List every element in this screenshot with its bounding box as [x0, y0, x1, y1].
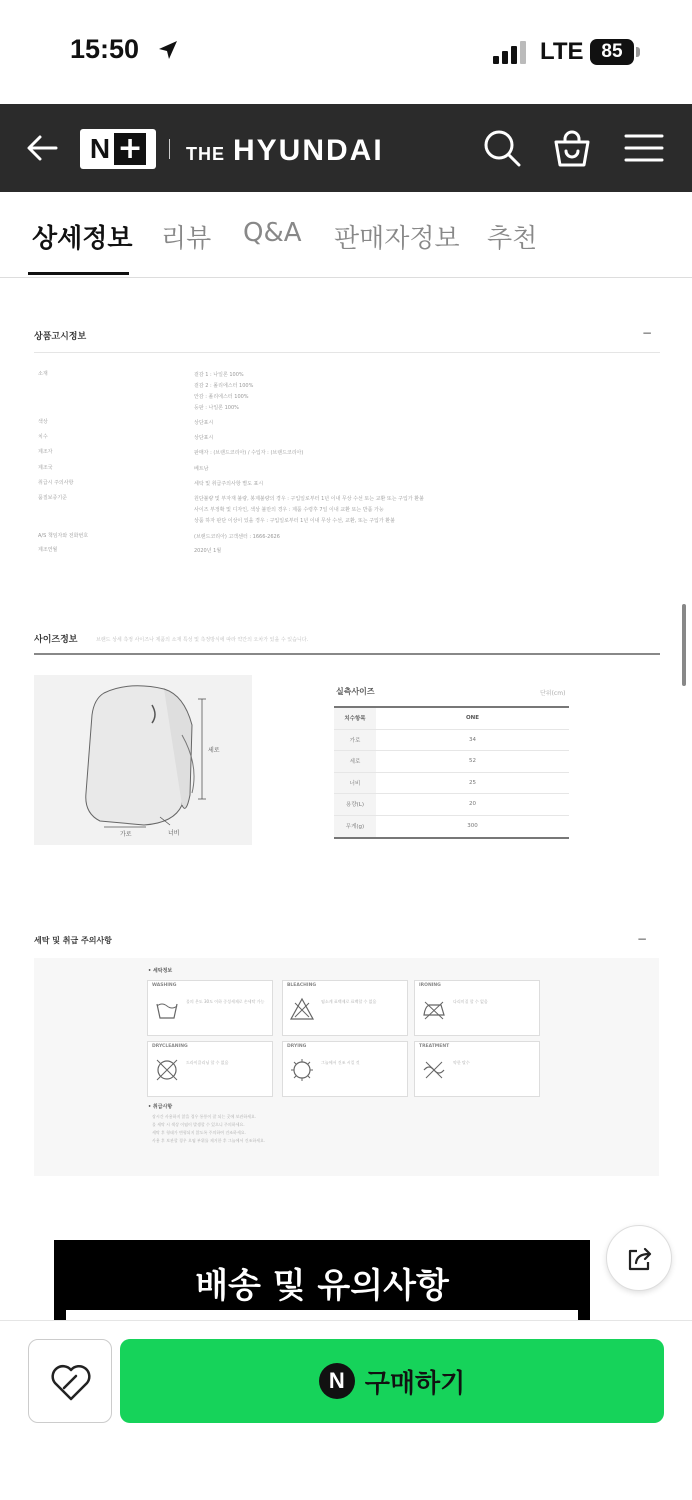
spec-label: 품질보증기준 [38, 495, 67, 501]
tab-detail-info[interactable]: 상세정보 [32, 224, 133, 254]
spec-value: 상품 하자 판단 이상이 있을 경우 : 구입일로부터 1년 이내 무상 수선, 교환, 또는 구입가 환불 [194, 518, 395, 524]
size-table-key: 무게(g) [334, 816, 376, 838]
care-treatment-cell [414, 1041, 540, 1097]
size-table-header-cell: ONE [465, 715, 480, 722]
care-washing-cell [147, 980, 273, 1036]
spec-label: 치수 [38, 434, 48, 440]
spec-label: 제조연월 [38, 547, 58, 553]
size-table-value: 20 [469, 801, 476, 808]
spec-label: 색상 [38, 419, 48, 425]
spec-value: 겉감 1 : 나일론 100% [194, 372, 244, 378]
care-notes-label: • 취급사항 [148, 1104, 173, 1110]
care-note: 세탁 후 형태가 변형되지 않도록 주의하여 건조하세요. [152, 1130, 246, 1135]
ironing-icon [421, 996, 447, 1022]
brand-name: HYUNDAI [233, 134, 384, 167]
spec-value: 세탁 및 취급주의사항 별도 표시 [194, 481, 264, 487]
nplus-logo[interactable] [80, 129, 156, 169]
detail-tabs [0, 192, 692, 278]
size-info-divider [34, 653, 660, 655]
spec-value: 상단표시 [194, 435, 214, 441]
care-note: 물 세탁 시 색상 이염이 발생할 수 있으니 주의하세요. [152, 1122, 245, 1127]
notice-divider [34, 352, 660, 353]
care-instructions [34, 958, 659, 1176]
naver-pay-icon: N [319, 1363, 355, 1399]
battery-tip [636, 47, 640, 57]
size-table-key: 가로 [334, 730, 376, 751]
care-cell-desc: 약한 탈수 [453, 1060, 470, 1065]
brand-logo[interactable] [186, 134, 384, 168]
app-header [0, 104, 692, 192]
backpack-size-diagram [34, 675, 252, 845]
care-note: 사용 후 보관할 경우 오염 부위를 제거한 후 그늘에서 건조하세요. [152, 1138, 266, 1143]
tab-recommend[interactable]: 추천 [487, 224, 538, 254]
size-table-key: 용량(L) [334, 794, 376, 815]
size-table-key: 너비 [334, 773, 376, 794]
size-info-title: 사이즈정보 [34, 635, 78, 645]
menu-icon[interactable] [624, 128, 664, 168]
spec-value: 등판 : 나일론 100% [194, 405, 239, 411]
care-section-label: • 세탁정보 [148, 968, 173, 974]
spec-label: 제조국 [38, 465, 53, 471]
brand-the: THE [186, 144, 225, 164]
care-cell-label: DRYCLEANING [152, 1044, 188, 1049]
drycleaning-icon [154, 1057, 180, 1083]
share-icon [625, 1244, 655, 1274]
spec-value: 베트남 [194, 466, 209, 472]
purchase-bar [0, 1320, 692, 1500]
shipping-banner-title: 배송 및 유의사항 [195, 1266, 449, 1306]
care-cell-desc: 그늘에서 건조 시킬 것 [321, 1060, 360, 1065]
back-arrow-icon[interactable] [24, 130, 60, 166]
size-table-key: 세로 [334, 751, 376, 772]
care-collapse-button[interactable]: − [637, 932, 648, 946]
spec-value: 상단표시 [194, 420, 214, 426]
wishlist-button[interactable] [28, 1339, 112, 1423]
care-cell-label: WASHING [152, 983, 177, 988]
size-table-header-cell: 치수항목 [334, 708, 376, 729]
heart-icon [49, 1361, 93, 1403]
care-cell-desc: 물의 온도 30도 이하 중성세제로 손세탁 가능 [186, 999, 265, 1004]
spec-value: 안감 : 폴리에스터 100% [194, 394, 249, 400]
notice-title: 상품고시정보 [34, 332, 87, 342]
spec-label: 제조자 [38, 449, 53, 455]
care-cell-label: IRONING [419, 983, 441, 988]
size-table-row [334, 730, 569, 752]
washing-icon [154, 996, 180, 1022]
battery-indicator: 85 [590, 39, 634, 65]
care-cell-label: DRYING [287, 1044, 307, 1049]
diagram-depth-label: 너비 [168, 830, 180, 837]
size-table [334, 706, 569, 839]
tab-qna[interactable]: Q&A [243, 218, 302, 248]
shipping-notice-banner [54, 1240, 590, 1320]
share-button[interactable] [606, 1225, 672, 1291]
search-icon[interactable] [482, 128, 522, 168]
notice-collapse-button[interactable]: − [642, 326, 653, 340]
diagram-width-label: 가로 [120, 831, 132, 838]
size-table-row [334, 816, 569, 838]
size-table-header [334, 708, 569, 730]
care-note: 장시간 사용하지 않을 경우 통풍이 잘 되는 곳에 보관하세요. [152, 1114, 257, 1119]
tab-seller-info[interactable]: 판매자정보 [334, 224, 460, 254]
size-table-row [334, 751, 569, 773]
size-table-value: 25 [469, 779, 476, 786]
nplus-logo-n: N [89, 133, 111, 164]
backpack-illustration [34, 675, 252, 845]
size-table-value: 52 [469, 758, 476, 765]
size-table-row [334, 794, 569, 816]
spec-value: (브랜드코리아) 고객센터 : 1666-2626 [194, 534, 280, 540]
buy-button[interactable] [120, 1339, 664, 1423]
spec-value: 사이즈 부정확 및 디자인, 색상 불만의 경우 : 제품 수령후 7일 이내 교환 또는 반품 가능 [194, 507, 384, 513]
spec-value: 2020년 1월 [194, 548, 222, 554]
spec-value: 판매자 : (브랜드코리아) / 수입자 : (브랜드코리아) [194, 450, 304, 456]
network-type: LTE [540, 38, 584, 65]
spec-value: 원단불량 및 부자재 불량, 봉제불량의 경우 : 구입일로부터 1년 이내 무상 수선 또는 교환 또는 구입가 환불 [194, 496, 424, 502]
drying-icon [289, 1057, 315, 1083]
care-drying-cell [282, 1041, 408, 1097]
care-title: 세탁 및 취급 주의사항 [34, 936, 112, 945]
spec-label: 취급시 주의사항 [38, 480, 74, 486]
active-tab-indicator [28, 272, 129, 275]
size-info-note: 브랜드 상세 측정 사이즈나 제품의 소재 특성 및 측정방식에 따라 약간의 오차가 있을 수 있습니다. [96, 637, 309, 643]
location-arrow-icon [156, 38, 180, 62]
logo-divider [169, 139, 170, 159]
page-scrollbar[interactable] [682, 604, 686, 686]
cellular-signal-icon [492, 40, 528, 64]
product-detail-content [0, 278, 692, 1320]
size-table-title: 실측사이즈 [336, 687, 375, 696]
care-cell-desc: 염소계 표백제로 표백할 수 없음 [321, 999, 377, 1004]
shopping-bag-icon[interactable] [552, 128, 592, 168]
size-table-value: 34 [469, 736, 476, 743]
care-bleaching-cell [282, 980, 408, 1036]
nplus-logo-plus: + [114, 133, 146, 165]
tab-reviews[interactable]: 리뷰 [161, 224, 212, 254]
care-drycleaning-cell [147, 1041, 273, 1097]
status-bar [0, 0, 692, 104]
care-cell-desc: 드라이클리닝 할 수 없음 [186, 1060, 229, 1065]
care-ironing-cell [414, 980, 540, 1036]
status-time: 15:50 [70, 34, 140, 64]
spec-label: 소재 [38, 371, 48, 377]
shipping-banner-body [66, 1310, 578, 1320]
diagram-height-label: 세로 [208, 747, 220, 754]
care-cell-desc: 다리미질 할 수 없음 [453, 999, 488, 1004]
care-cell-label: BLEACHING [287, 983, 317, 988]
buy-button-label: 구매하기 [364, 1368, 466, 1399]
size-table-value: 300 [467, 823, 478, 830]
wringing-icon [421, 1057, 447, 1083]
spec-value: 겉감 2 : 폴리에스터 100% [194, 383, 254, 389]
bleaching-icon [289, 996, 315, 1022]
size-table-row [334, 773, 569, 795]
care-cell-label: TREATMENT [419, 1044, 450, 1049]
size-table-unit: 단위(cm) [540, 690, 566, 697]
spec-label: A/S 책임자와 전화번호 [38, 533, 89, 539]
